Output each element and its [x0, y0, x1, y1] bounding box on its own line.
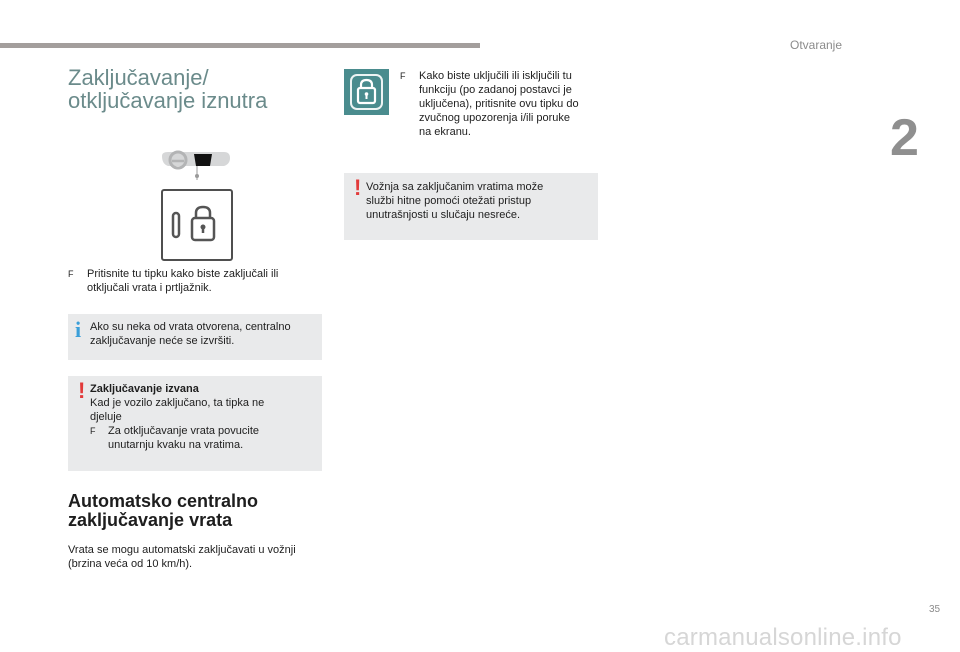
chapter-name: Otvaranje [790, 38, 843, 52]
section-title-auto-lock [68, 492, 258, 530]
bullet-text: Pritisnite tu tipku kako biste zaključali ili otključali vrata i prtljažnik. [87, 268, 279, 294]
bullet-text: Kako biste uključili ili isključili tu funkciju (po zadanoj postavci je uključena), pritisnite ovu tipku do zvučnog upozorenja i/ili poruke na ekranu. [419, 70, 579, 138]
info-icon: i [75, 317, 82, 342]
warning-box-emergency [344, 173, 598, 240]
instruction-bullet [68, 267, 328, 295]
info-text: Ako su neka od vrata otvorena, centralno zaključavanje neće se izvršiti. [90, 321, 291, 347]
lock-icon [344, 69, 389, 115]
section-title-line: Automatsko centralno [68, 491, 259, 511]
auto-lock-paragraph: Vrata se mogu automatski zaključavati u vožnji (brzina veća od 10 km/h). [68, 544, 296, 570]
bullet-mark: F [400, 71, 406, 81]
watermark: carmanualsonline.info [664, 624, 902, 651]
section-title-line: otključavanje iznutra [68, 88, 268, 113]
warning-icon: ! [78, 378, 86, 403]
section-title-line: Zaključavanje/ [68, 65, 209, 90]
section-title-lock-inside [68, 66, 267, 112]
warning-text: Vožnja sa zaključanim vratima može službi hitne pomoći otežati pristup unutrašnjosti u slučaju nesreće. [366, 181, 544, 221]
warning-box-outside-lock [68, 376, 322, 471]
lock-icon-tile [344, 69, 389, 115]
lock-button-icon [161, 189, 233, 261]
warning-heading: Zaključavanje izvana [90, 383, 199, 395]
section-title-line: zaključavanje vrata [68, 510, 233, 530]
page-number: 35 [929, 604, 941, 615]
bullet-mark: F [68, 269, 74, 279]
chapter-number: 2 [890, 109, 919, 167]
warning-text: Zaključavanje izvana Kad je vozilo zaključano, ta tipka ne djeluje F Za otključavanje vrata povucite unutarnju kvaku na vratima. [90, 382, 316, 452]
warning-bullet: F Za otključavanje vrata povucite unutarnju kvaku na vratima. [90, 425, 260, 451]
header-bar [0, 43, 480, 48]
info-box [68, 314, 322, 360]
lock-button-graphic [163, 191, 231, 259]
steering-dashboard-icon [160, 146, 232, 184]
warning-icon: ! [354, 175, 362, 200]
toggle-function-bullet [400, 69, 610, 139]
